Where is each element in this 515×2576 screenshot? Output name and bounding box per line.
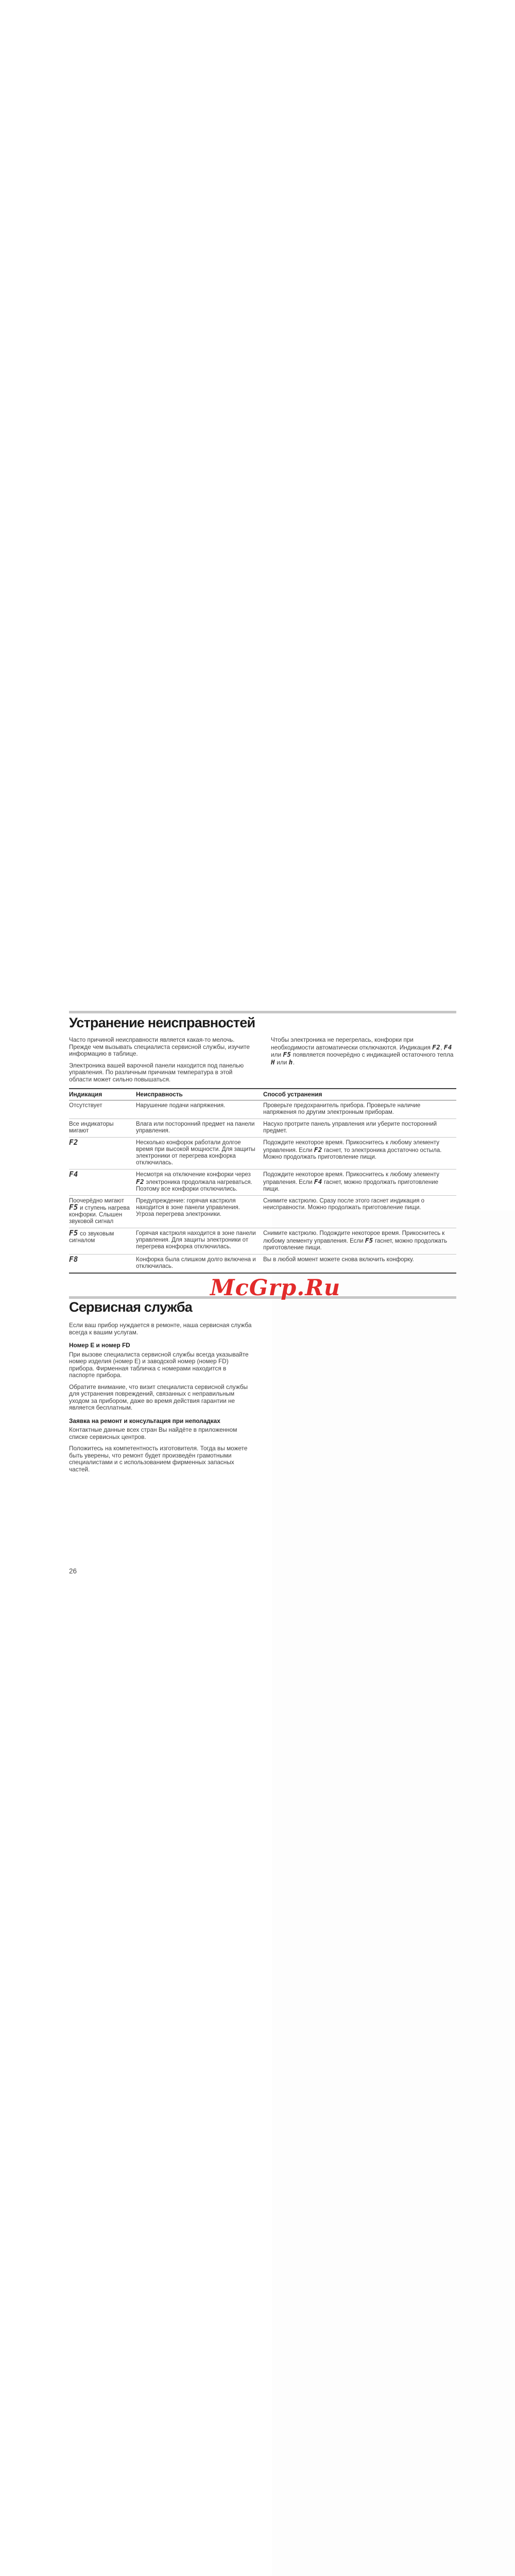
intro-paragraph: Чтобы электроника не перегрелась, конфорки при необходимости автоматически отключаются. Индикация F2, F4 или F5 появляется поочерёдно с индикацией остаточного тепла H или h. (271, 1036, 454, 1066)
cell-indication: Поочерёдно мигают F5 и ступень нагрева конфорки. Слышен звуковой сигнал (69, 1196, 136, 1228)
cell-remedy: Подождите некоторое время. Прикоснитесь к любому элементу управления. Если F4 гаснет, можно продолжать приготовление пищи. (263, 1170, 456, 1196)
fault-table-header-row (69, 1089, 456, 1100)
table-row (69, 1255, 456, 1274)
cell-fault: Несмотря на отключение конфорки через F2 электроника продолжала нагреваться. Поэтому все конфорки отключились. (136, 1170, 263, 1196)
intro-paragraph: Электроника вашей варочной панели находится под панелью управления. По различным причинам температура в этой области может сильно повышаться. (69, 1061, 244, 1083)
service-section (69, 1322, 252, 1478)
mcgrp-watermark: McGrp.Ru (210, 1275, 341, 1301)
segment-display-symbol: F2 (432, 1043, 441, 1051)
service-paragraph: Обратите внимание, что визит специалиста сервисной службы для устранения повреждений, связанных с неправильным уходом за прибором, даже во время действия гарантии не является бесплатным. (69, 1383, 248, 1411)
cell-fault: Предупреждение: горячая кастрюля находится в зоне панели управления. Угроза перегрева электроники. (136, 1196, 263, 1228)
segment-display-symbol: F2 (314, 1146, 322, 1154)
cell-remedy: Снимите кастрюлю. Сразу после этого гаснет индикация о неисправности. Можно продолжать приготовление пищи. (263, 1196, 456, 1228)
column-header-remedy: Способ устранения (263, 1089, 456, 1100)
table-row (69, 1119, 456, 1138)
cell-indication (69, 1255, 136, 1274)
intro-paragraph: Часто причиной неисправности является какая-то мелочь. Прежде чем вызывать специалиста сервисной службы, изучите информацию в таблице. (69, 1036, 250, 1057)
fault-table (69, 1088, 456, 1274)
cell-remedy: Вы в любой момент можете снова включить конфорку. (263, 1255, 456, 1274)
service-paragraph: Если ваш прибор нуждается в ремонте, наша сервисная служба всегда к вашим услугам. (69, 1321, 252, 1336)
column-header-indication: Индикация (69, 1089, 136, 1100)
cell-indication: F5 со звуковым сигналом (69, 1228, 136, 1255)
cell-indication (69, 1138, 136, 1170)
cell-remedy: Подождите некоторое время. Прикоснитесь к любому элементу управления. Если F2 гаснет, то электроника достаточно остыла. Можно продолжать приготовление пищи. (263, 1138, 456, 1170)
service-paragraph: Положитесь на компетентность изготовителя. Тогда вы можете быть уверены, что ремонт будет произведён грамотными специалистами и с использованием фирменных запасных частей. (69, 1445, 248, 1473)
segment-display-symbol: F2 (69, 1139, 78, 1147)
segment-display-symbol: F5 (69, 1229, 78, 1238)
service-paragraph: При вызове специалиста сервисной службы всегда указывайте номер изделия (номер E) и заводской номер (номер FD) прибора. Фирменная табличка с номерами находится в паспорте прибора. (69, 1350, 249, 1379)
section-rule-troubleshooting (69, 1011, 456, 1013)
service-title: Сервисная служба (69, 1299, 192, 1315)
cell-fault: Горячая кастрюля находится в зоне панели управления. Для защиты электроники от перегрева конфорка отключилась. (136, 1228, 263, 1255)
cell-remedy: Проверьте предохранитель прибора. Проверьте наличие напряжения по другим электронным приборам. (263, 1103, 421, 1115)
segment-display-symbol: F5 (365, 1236, 373, 1244)
column-header-fault: Неисправность (136, 1089, 263, 1100)
service-subheading-enumber: Номер E и номер FD (69, 1342, 130, 1349)
table-row (69, 1138, 456, 1170)
service-subheading-repair-request: Заявка на ремонт и консультация при неполадках (69, 1417, 220, 1425)
segment-display-symbol: F2 (136, 1178, 145, 1185)
table-row (69, 1170, 456, 1196)
cell-indication (69, 1170, 136, 1196)
intro-left-column (69, 1037, 252, 1088)
cell-remedy: Насухо протрите панель управления или уберите посторонний предмет. (263, 1119, 456, 1138)
table-row (69, 1196, 456, 1228)
segment-display-symbol: H (271, 1058, 276, 1066)
cell-remedy: Снимите кастрюлю. Подождите некоторое время. Прикоснитесь к любому элементу управления. Если F5 гаснет, можно продолжать приготовление пищи. (263, 1228, 456, 1255)
segment-display-symbol: F4 (314, 1178, 322, 1185)
segment-display-symbol: F4 (443, 1043, 452, 1051)
segment-display-symbol: F5 (69, 1204, 78, 1212)
cell-indication: Все индикаторы мигают (69, 1119, 136, 1138)
troubleshooting-title: Устранение неисправностей (69, 1015, 255, 1030)
cell-fault: Нарушение подачи напряжения. (136, 1103, 226, 1109)
troubleshooting-intro (69, 1037, 456, 1088)
segment-display-symbol: F8 (69, 1256, 78, 1264)
intro-right-column (271, 1037, 456, 1088)
cell-fault: Влага или посторонний предмет на панели управления. (136, 1119, 263, 1138)
cell-fault: Конфорка была слишком долго включена и отключилась. (136, 1255, 263, 1274)
scan-shading-band (272, 1211, 515, 2576)
segment-display-symbol: F4 (69, 1171, 78, 1179)
segment-display-symbol: h (288, 1058, 293, 1066)
page-number: 26 (69, 1567, 77, 1575)
cell-fault: Несколько конфорок работали долгое время при высокой мощности. Для защиты электроники от перегрева конфорка отключилась. (136, 1138, 263, 1170)
table-row (69, 1228, 456, 1255)
segment-display-symbol: F5 (283, 1050, 291, 1058)
service-paragraph: Контактные данные всех стран Вы найдёте в приложенном списке сервисных центров. (69, 1426, 237, 1440)
table-row (69, 1100, 456, 1119)
cell-indication: Отсутствует (69, 1103, 102, 1109)
